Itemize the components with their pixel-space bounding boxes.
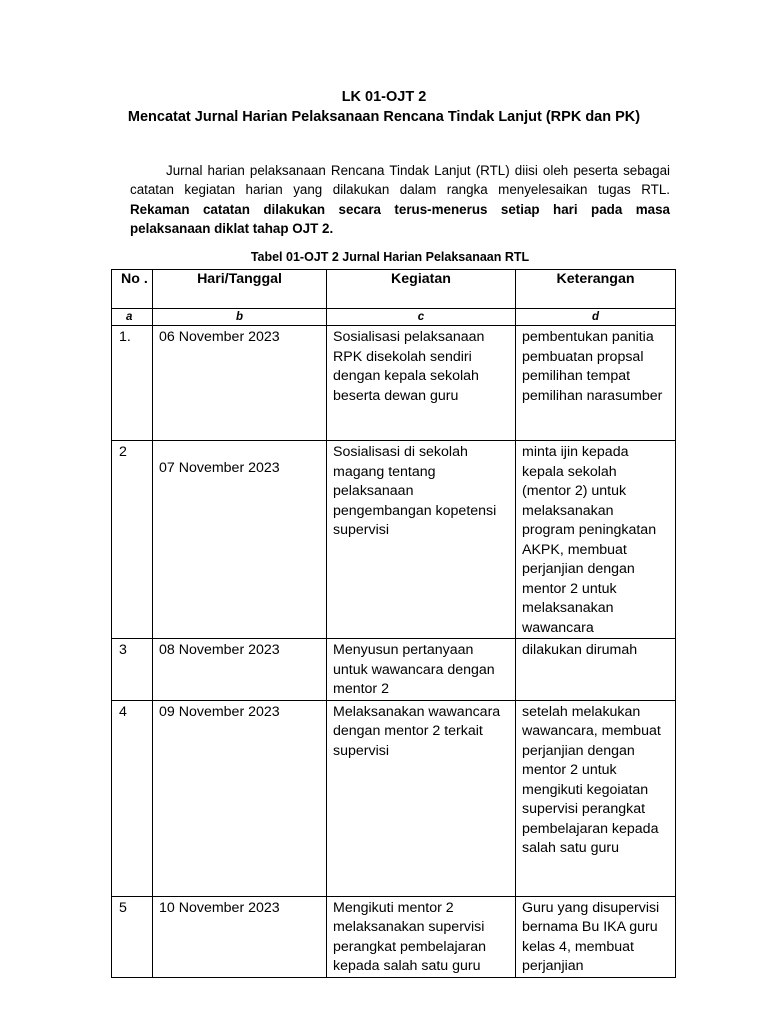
row-no: 1.	[119, 329, 131, 345]
row-note-line: Guru yang disupervisi bernama Bu IKA guru kelas 4, membuat perjanjian	[522, 899, 660, 974]
document-title: LK 01-OJT 2	[341, 89, 427, 105]
row-no: 3	[119, 642, 127, 658]
row-activity-cell	[327, 639, 516, 701]
intro-bold-text: Rekaman catatan dilakukan secara terus-menerus setiap hari pada masa pelaksanaan diklat tahap OJT 2.	[130, 201, 670, 236]
row-note-line: pembentukan panitia	[522, 329, 654, 345]
letter-d: d	[516, 309, 676, 326]
row-notes	[516, 897, 675, 977]
row-date: 09 November 2023	[159, 703, 280, 720]
row-notes	[516, 326, 675, 406]
row-activity: Sosialisasi pelaksanaan RPK disekolah sendiri dengan kepala sekolah beserta dewan guru	[333, 329, 485, 404]
row-notes-cell	[516, 700, 676, 896]
row-date-cell	[153, 326, 327, 441]
table-row	[112, 326, 676, 441]
row-notes	[516, 441, 675, 638]
row-no-cell	[112, 896, 153, 977]
row-note-line: minta ijin kepada kepala sekolah (mentor 2) untuk melaksanakan program peningkatan AKPK, membuat perjanjian dengan mentor 2 untuk melaksanakan wawancara	[522, 444, 657, 636]
row-no-cell	[112, 326, 153, 441]
table-row	[112, 896, 676, 977]
row-date-cell	[153, 896, 327, 977]
row-notes	[516, 639, 675, 661]
row-date-cell	[153, 639, 327, 701]
table-caption: Tabel 01-OJT 2 Jurnal Harian Pelaksanaan RTL	[250, 250, 530, 264]
row-date: 08 November 2023	[159, 642, 280, 658]
row-no-cell	[112, 700, 153, 896]
row-date-cell	[153, 700, 327, 896]
row-activity-cell	[327, 441, 516, 639]
table-header-row	[112, 270, 676, 309]
row-note-line: pembuatan propsal pemilihan tempat pemilihan narasumber	[522, 348, 663, 404]
row-date: 07 November 2023	[159, 460, 280, 476]
letter-b: b	[153, 309, 327, 326]
row-note-line: dilakukan dirumah	[522, 642, 638, 658]
row-activity: Sosialisasi di sekolah magang tentang pelaksanaan pengembangan kopetensi supervisi	[333, 444, 497, 538]
row-activity: Mengikuti mentor 2 melaksanakan supervisi perangkat pembelajaran kepada salah satu guru	[333, 899, 487, 974]
row-activity-cell	[327, 896, 516, 977]
row-notes	[516, 701, 675, 859]
header-activity: Kegiatan	[327, 270, 516, 309]
row-notes-cell	[516, 441, 676, 639]
row-activity-cell	[327, 700, 516, 896]
row-activity-cell	[327, 326, 516, 441]
row-date: 06 November 2023	[159, 329, 280, 345]
row-date-cell	[153, 441, 327, 639]
row-activity: Menyusun pertanyaan untuk wawancara dengan mentor 2	[333, 642, 495, 697]
letter-a: a	[112, 309, 153, 326]
row-notes-cell	[516, 326, 676, 441]
row-no: 4	[119, 703, 127, 720]
row-notes-cell	[516, 639, 676, 701]
table-row	[112, 441, 676, 639]
journal-table	[111, 269, 676, 978]
letter-c: c	[327, 309, 516, 326]
intro-text: Jurnal harian pelaksanaan Rencana Tindak Lanjut (RTL) diisi oleh peserta sebagai catatan kegiatan harian yang dilakukan dalam rangka menyelesaikan tugas RTL.	[130, 163, 670, 198]
header-date: Hari/Tanggal	[153, 270, 327, 309]
row-note-line: setelah melakukan wawancara, membuat perjanjian dengan mentor 2 untuk mengikuti kegoiatan supervisi perangkat pembelajaran kepada salah satu guru	[522, 703, 661, 856]
row-date: 10 November 2023	[159, 899, 280, 916]
header-no-label: No .	[121, 271, 148, 287]
table-row	[112, 639, 676, 701]
row-no-cell	[112, 639, 153, 701]
row-no: 2	[119, 444, 127, 460]
row-notes-cell	[516, 896, 676, 977]
row-no: 5	[119, 899, 127, 916]
header-notes: Keterangan	[516, 270, 676, 309]
header-no	[112, 270, 153, 309]
table-row	[112, 700, 676, 896]
table-letter-row	[112, 309, 676, 326]
intro-paragraph	[130, 161, 670, 238]
row-activity: Melaksanakan wawancara dengan mentor 2 terkait supervisi	[333, 703, 501, 759]
document-subtitle: Mencatat Jurnal Harian Pelaksanaan Rencana Tindak Lanjut (RPK dan PK)	[127, 109, 641, 125]
row-no-cell	[112, 441, 153, 639]
